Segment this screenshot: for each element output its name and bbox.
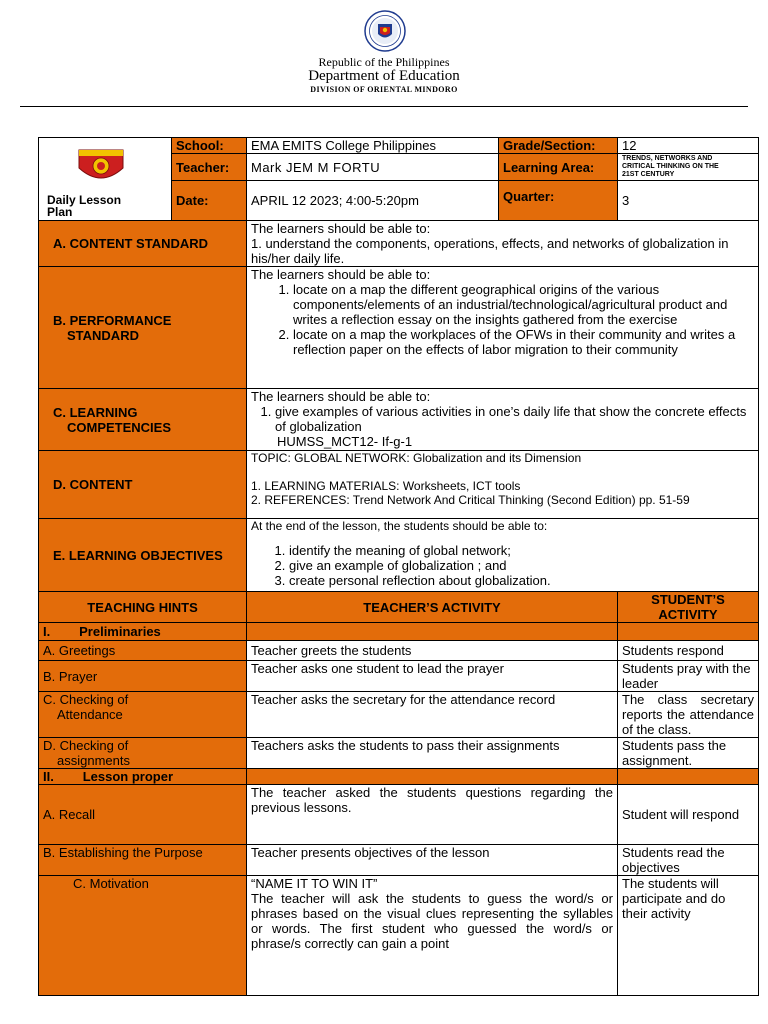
content-standard-intro: The learners should be able to: [251, 221, 431, 236]
content-topic: TOPIC: GLOBAL NETWORK: Globalization and its Dimension [251, 451, 582, 465]
assignments-teacher: Teachers asks the students to pass their assignments [247, 738, 618, 769]
teacher-label: Teacher: [172, 154, 247, 181]
prayer-teacher: Teacher asks one student to lead the prayer [247, 661, 618, 692]
greetings-teacher: Teacher greets the students [247, 641, 618, 661]
student-activity-header: STUDENT’S ACTIVITY [618, 592, 759, 623]
content-materials: 1. LEARNING MATERIALS: Worksheets, ICT tools [251, 479, 521, 493]
area-label: Learning Area: [499, 154, 618, 181]
preliminaries-student-blank [618, 623, 759, 641]
recall-teacher: The teacher asked the students questions regarding the previous lessons. [247, 785, 618, 845]
content-body [247, 451, 759, 519]
learning-competencies-text: C. LEARNING COMPETENCIES [53, 404, 172, 435]
attendance-hint-text: C. Checking of Attendance [43, 692, 129, 722]
lesson-proper-student-blank [618, 769, 759, 785]
learning-objectives-body [247, 519, 759, 592]
performance-standard-body [247, 267, 759, 389]
assignments-hint-text: D. Checking of assignments [43, 738, 130, 768]
grade-value: 12 [618, 138, 759, 154]
performance-standard-text: B. PERFORMANCE STANDARD [53, 312, 172, 343]
motivation-teacher-cell [247, 876, 618, 996]
performance-standard-intro: The learners should be able to: [251, 267, 431, 282]
performance-standard-label [39, 267, 247, 389]
list-item: 2. give an example of globalization ; and [289, 558, 754, 573]
greetings-student: Students respond [618, 641, 759, 661]
deped-seal-icon [364, 10, 406, 52]
grade-label: Grade/Section: [499, 138, 618, 154]
content-standard-item: 1. understand the components, operations, effects, and networks of globalization in his/her daily life. [251, 236, 729, 266]
attendance-teacher: Teacher asks the secretary for the attendance record [247, 692, 618, 738]
purpose-hint: B. Establishing the Purpose [39, 845, 247, 876]
list-item: 1. give examples of various activities in one’s daily life that show the concrete effects of globalization [275, 404, 754, 434]
quarter-label: Quarter: [499, 181, 618, 221]
preliminaries-teacher-blank [247, 623, 618, 641]
purpose-student: Students read the objectives [618, 845, 759, 876]
school-value: EMA EMITS College Philippines [247, 138, 499, 154]
content-standard-text: A. CONTENT STANDARD [53, 236, 209, 251]
lesson-plan-table [38, 137, 759, 996]
logo-cell [39, 138, 172, 221]
motivation-student: The students will participate and do their activity [618, 876, 759, 996]
quarter-value: 3 [618, 181, 759, 221]
teacher-activity-header: TEACHER’S ACTIVITY [247, 592, 618, 623]
header-divider [20, 106, 748, 107]
list-item: 3. create personal reflection about globalization. [289, 573, 754, 588]
competency-code: HUMSS_MCT12- If-g-1 [277, 434, 413, 449]
learning-competencies-intro: The learners should be able to: [251, 389, 431, 404]
recall-student: Student will respond [618, 785, 759, 845]
motivation-title: “NAME IT TO WIN IT” [251, 876, 378, 891]
department-title: Department of Education [308, 68, 460, 84]
school-shield-logo-icon [71, 146, 131, 188]
area-cell [618, 154, 759, 181]
content-label [39, 451, 247, 519]
performance-standard-list [251, 282, 754, 357]
list-item: 2. locate on a map the workplaces of the OFWs in their community and writes a reflection paper on the effects of labor migration to their community [293, 327, 754, 357]
list-item: 1. identify the meaning of global network; [289, 543, 754, 558]
prayer-student: Students pray with the leader [618, 661, 759, 692]
recall-hint: A. Recall [39, 785, 247, 845]
learning-objectives-list [251, 543, 754, 588]
learning-objectives-label [39, 519, 247, 592]
preliminaries-label: I. Preliminaries [39, 623, 247, 641]
learning-competencies-label [39, 389, 247, 451]
republic-text: Republic of the Philippines [318, 55, 450, 69]
motivation-hint: C. Motivation [39, 876, 247, 996]
content-standard-body [247, 221, 759, 267]
date-value: APRIL 12 2023; 4:00-5:20pm [247, 181, 499, 221]
assignments-hint [39, 738, 247, 769]
learning-objectives-intro: At the end of the lesson, the students should be able to: [251, 519, 548, 533]
attendance-student: The class secretary reports the attendance of the class. [618, 692, 759, 738]
division-text: DIVISION OF ORIENTAL MINDORO [310, 85, 458, 94]
content-text: D. CONTENT [53, 477, 133, 492]
teaching-hints-header: TEACHING HINTS [39, 592, 247, 623]
motivation-teacher: The teacher will ask the students to guess the word/s or phrases based on the visual clues representing the syllables or words. The first student who guessed the word/s or phrase/s correctly can gain a point [251, 891, 613, 951]
prayer-hint: B. Prayer [39, 661, 247, 692]
assignments-student: Students pass the assignment. [618, 738, 759, 769]
attendance-hint [39, 692, 247, 738]
learning-competencies-list [251, 404, 754, 434]
lesson-proper-label: II. Lesson proper [39, 769, 247, 785]
purpose-teacher: Teacher presents objectives of the lesson [247, 845, 618, 876]
date-label: Date: [172, 181, 247, 221]
school-label: School: [172, 138, 247, 154]
learning-competencies-body [247, 389, 759, 451]
content-standard-label [39, 221, 247, 267]
learning-objectives-text: E. LEARNING OBJECTIVES [53, 547, 223, 563]
lesson-proper-teacher-blank [247, 769, 618, 785]
area-value: TRENDS, NETWORKS AND CRITICAL THINKING ON THE 21ST CENTURY [622, 155, 719, 178]
daily-lesson-plan-label: Daily Lesson Plan [47, 193, 122, 219]
greetings-hint: A. Greetings [39, 641, 247, 661]
teacher-value: Mark JEM M FORTU [247, 154, 499, 181]
content-references: 2. REFERENCES: Trend Network And Critical Thinking (Second Edition) pp. 51-59 [251, 493, 690, 507]
list-item: 1. locate on a map the different geographical origins of the various components/elements of an industrial/technological/agricultural product and writes a reflection essay on the insights gathered from the exercise [293, 282, 754, 327]
